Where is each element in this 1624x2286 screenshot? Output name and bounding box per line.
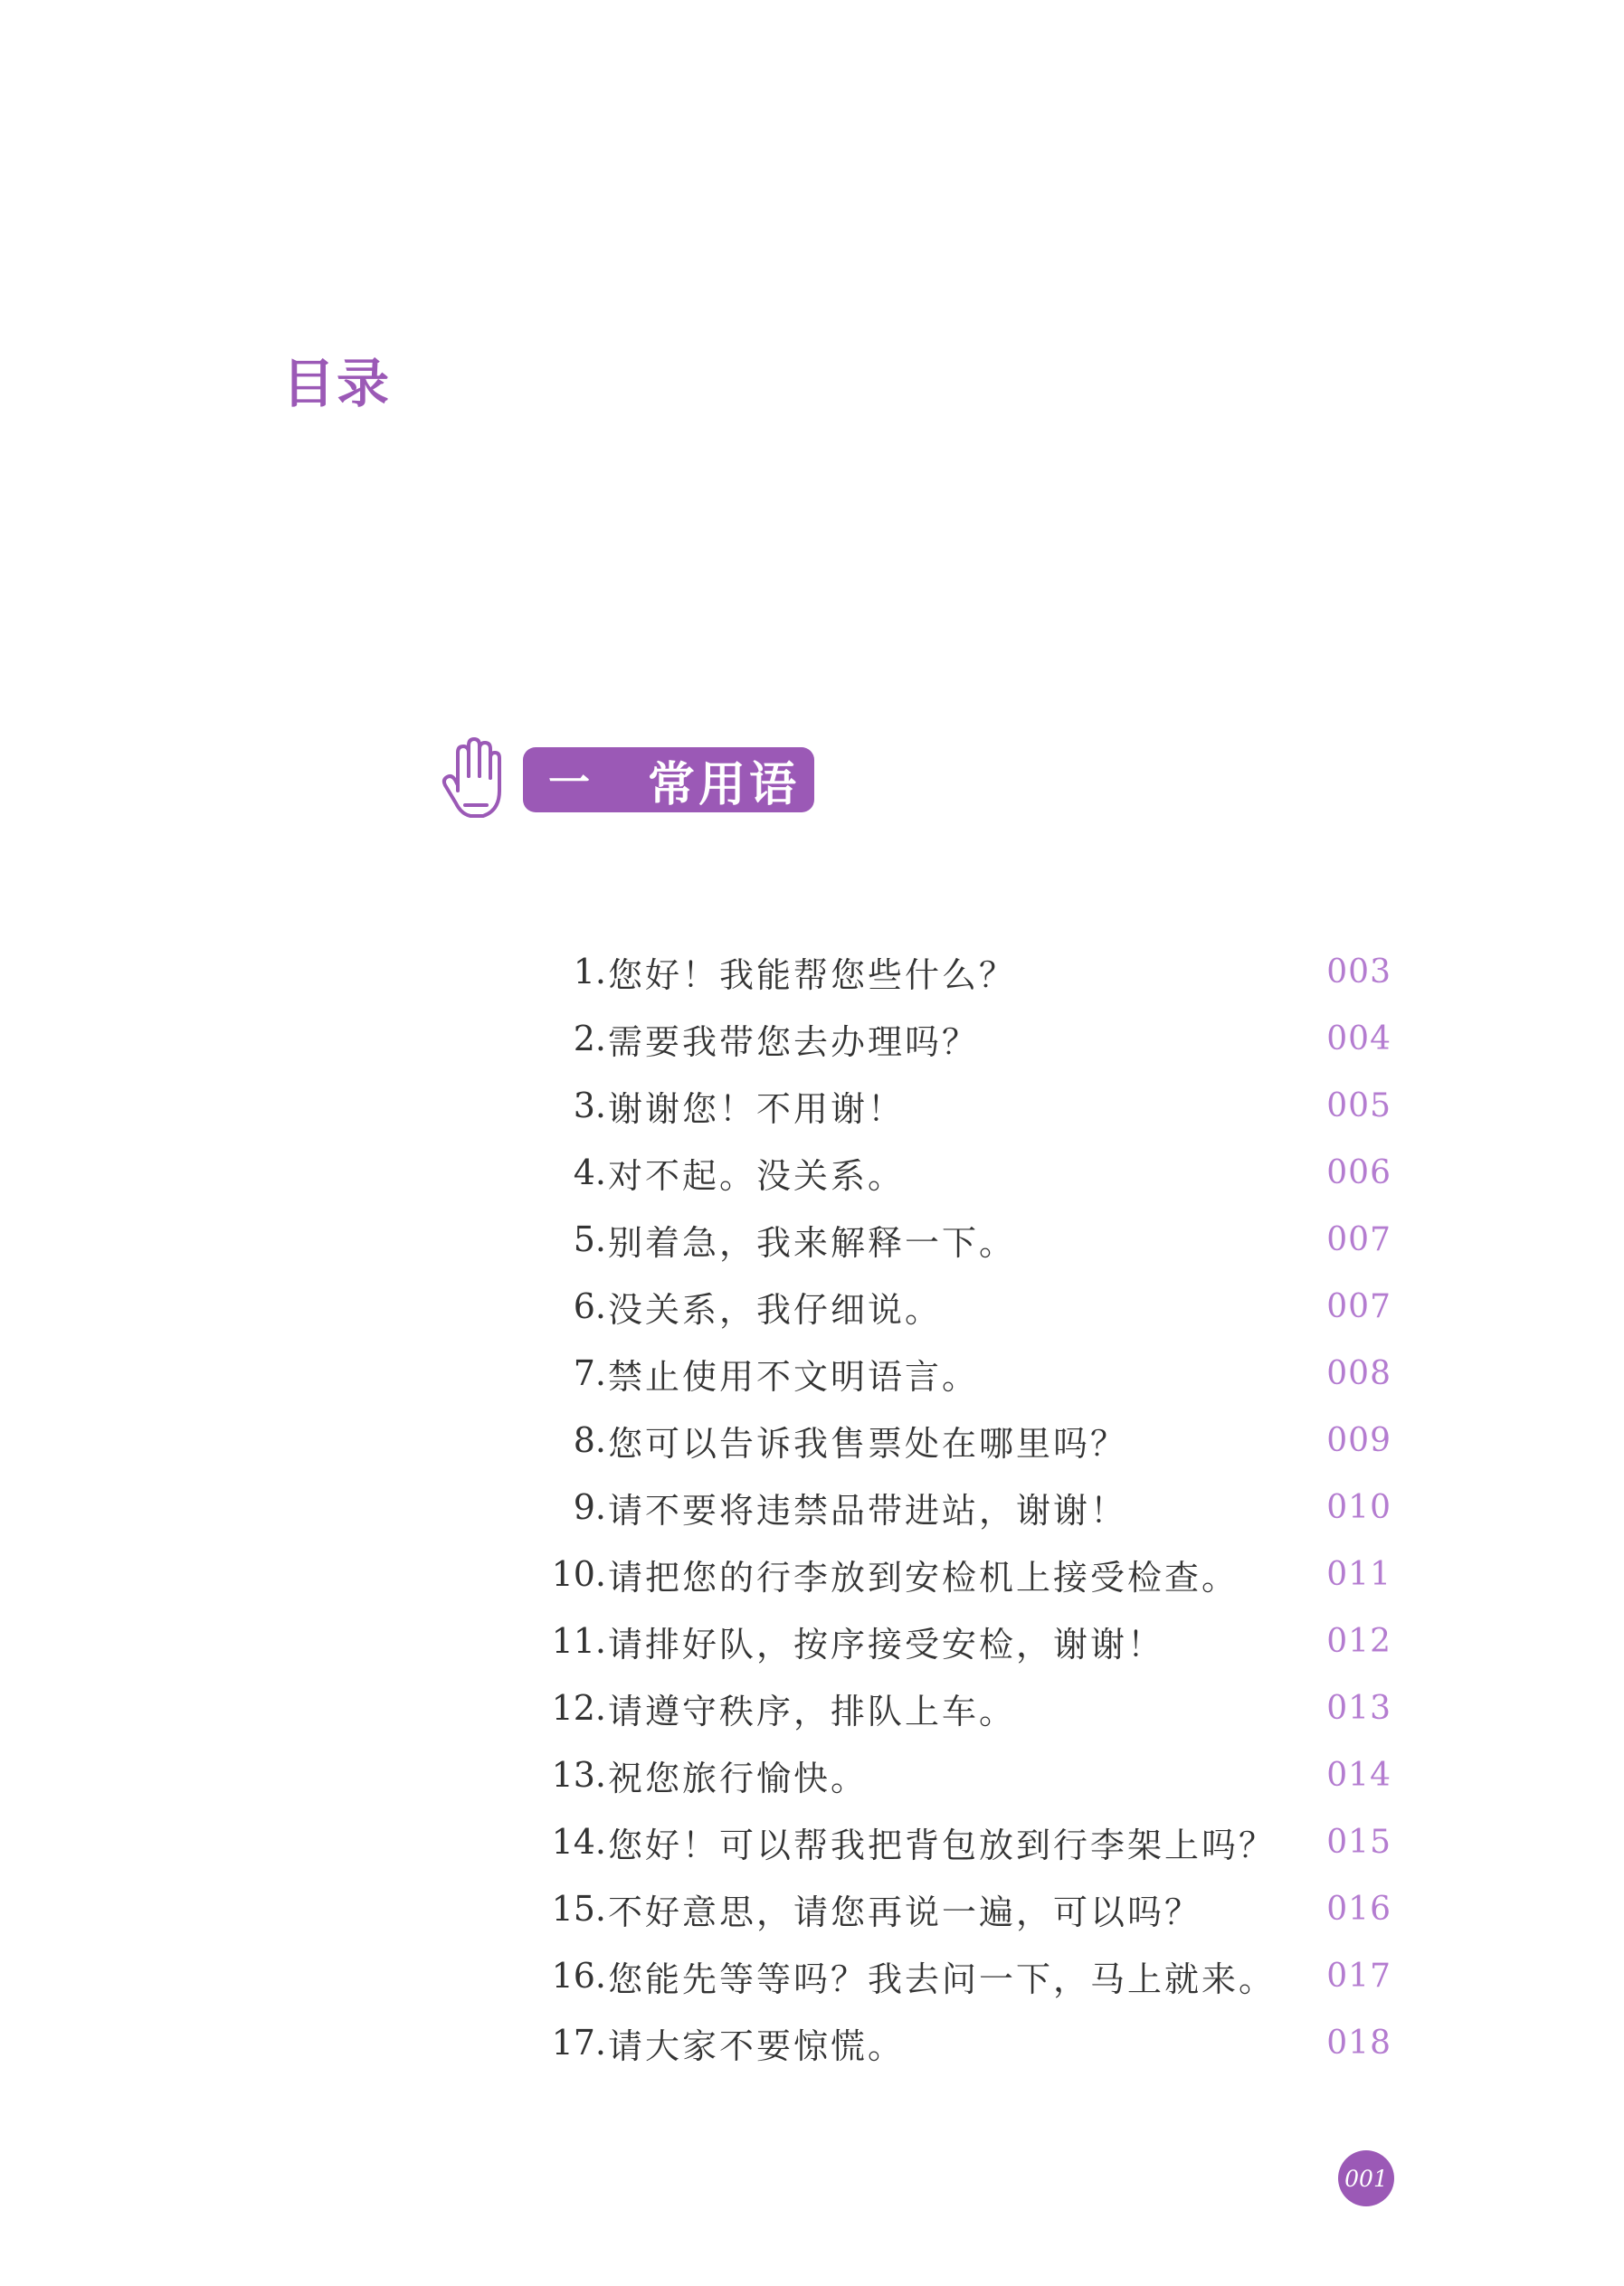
section-number: 一 [548, 758, 590, 807]
toc-entry[interactable] [541, 1674, 1391, 1741]
entry-page-number: 018 [1326, 2024, 1391, 2062]
toc-entry[interactable] [541, 1005, 1391, 1072]
entry-number: 9. [573, 1487, 606, 1527]
section-title: 常用语 [648, 756, 801, 812]
toc-entry[interactable] [541, 1474, 1391, 1541]
entry-page-number: 008 [1326, 1354, 1391, 1392]
entry-number: 13. [551, 1755, 606, 1795]
entry-page-number: 004 [1326, 1020, 1391, 1058]
entry-page-number: 016 [1326, 1890, 1391, 1928]
entry-number: 15. [551, 1889, 606, 1929]
entry-title: 请大家不要惊慌。 [608, 2025, 906, 2066]
toc-entry[interactable] [541, 1741, 1391, 1808]
entry-page-number: 012 [1326, 1622, 1391, 1660]
entry-title: 您能先等等吗？我去问一下，马上就来。 [608, 1959, 1277, 1999]
entry-page-number: 006 [1326, 1153, 1391, 1191]
entry-number: 17. [551, 2023, 606, 2063]
hand-icon [438, 736, 507, 823]
toc-entry[interactable] [541, 1942, 1391, 2009]
toc-list [541, 938, 1391, 2076]
entry-number: 12. [551, 1688, 606, 1728]
entry-title: 没关系，我仔细说。 [608, 1289, 943, 1330]
toc-entry[interactable] [541, 1139, 1391, 1206]
entry-number: 3. [573, 1086, 606, 1125]
toc-entry[interactable] [541, 1206, 1391, 1273]
page-title: 目录 [282, 352, 392, 414]
entry-number: 14. [551, 1822, 606, 1862]
entry-page-number: 017 [1326, 1957, 1391, 1995]
toc-entry[interactable] [541, 1273, 1391, 1340]
entry-title: 请遵守秩序，排队上车。 [608, 1691, 1017, 1731]
entry-number: 4. [573, 1152, 606, 1192]
entry-number: 16. [551, 1956, 606, 1996]
entry-page-number: 007 [1326, 1287, 1391, 1325]
entry-number: 1. [573, 952, 606, 991]
entry-title: 不好意思，请您再说一遍，可以吗？ [608, 1892, 1202, 1932]
entry-title: 您可以告诉我售票处在哪里吗？ [608, 1423, 1128, 1464]
entry-page-number: 005 [1326, 1086, 1391, 1124]
toc-entry[interactable] [541, 1875, 1391, 1942]
entry-number: 6. [573, 1286, 606, 1326]
entry-title: 祝您旅行愉快。 [608, 1758, 869, 1798]
entry-number: 7. [573, 1353, 606, 1393]
entry-title: 需要我带您去办理吗？ [608, 1021, 980, 1062]
section-banner [523, 747, 814, 812]
toc-entry[interactable] [541, 1608, 1391, 1674]
entry-number: 10. [551, 1554, 606, 1594]
entry-number: 2. [573, 1019, 606, 1058]
section-header [438, 735, 814, 825]
toc-entry[interactable] [541, 1340, 1391, 1407]
toc-entry[interactable] [541, 2009, 1391, 2076]
page-number-badge: 001 [1338, 2150, 1394, 2206]
entry-page-number: 007 [1326, 1220, 1391, 1258]
entry-title: 对不起。没关系。 [608, 1155, 906, 1196]
entry-page-number: 003 [1326, 953, 1391, 991]
entry-title: 谢谢您！不用谢！ [608, 1088, 906, 1129]
entry-title: 请排好队，按序接受安检，谢谢！ [608, 1624, 1165, 1665]
toc-entry[interactable] [541, 1541, 1391, 1608]
toc-entry[interactable] [541, 938, 1391, 1005]
entry-page-number: 015 [1326, 1823, 1391, 1861]
toc-entry[interactable] [541, 1407, 1391, 1474]
entry-title: 禁止使用不文明语言。 [608, 1356, 980, 1397]
entry-title: 您好！我能帮您些什么？ [608, 954, 1017, 995]
entry-title: 您好！可以帮我把背包放到行李架上吗？ [608, 1825, 1277, 1865]
entry-title: 请把您的行李放到安检机上接受检查。 [608, 1557, 1239, 1598]
entry-page-number: 014 [1326, 1756, 1391, 1794]
entry-number: 11. [551, 1621, 606, 1661]
entry-number: 5. [573, 1219, 606, 1259]
entry-number: 8. [573, 1420, 606, 1460]
toc-entry[interactable] [541, 1808, 1391, 1875]
entry-page-number: 010 [1326, 1488, 1391, 1526]
entry-title: 别着急，我来解释一下。 [608, 1222, 1017, 1263]
entry-title: 请不要将违禁品带进站，谢谢！ [608, 1490, 1128, 1531]
entry-page-number: 009 [1326, 1421, 1391, 1459]
entry-page-number: 011 [1326, 1555, 1391, 1593]
entry-page-number: 013 [1326, 1689, 1391, 1727]
toc-entry[interactable] [541, 1072, 1391, 1139]
